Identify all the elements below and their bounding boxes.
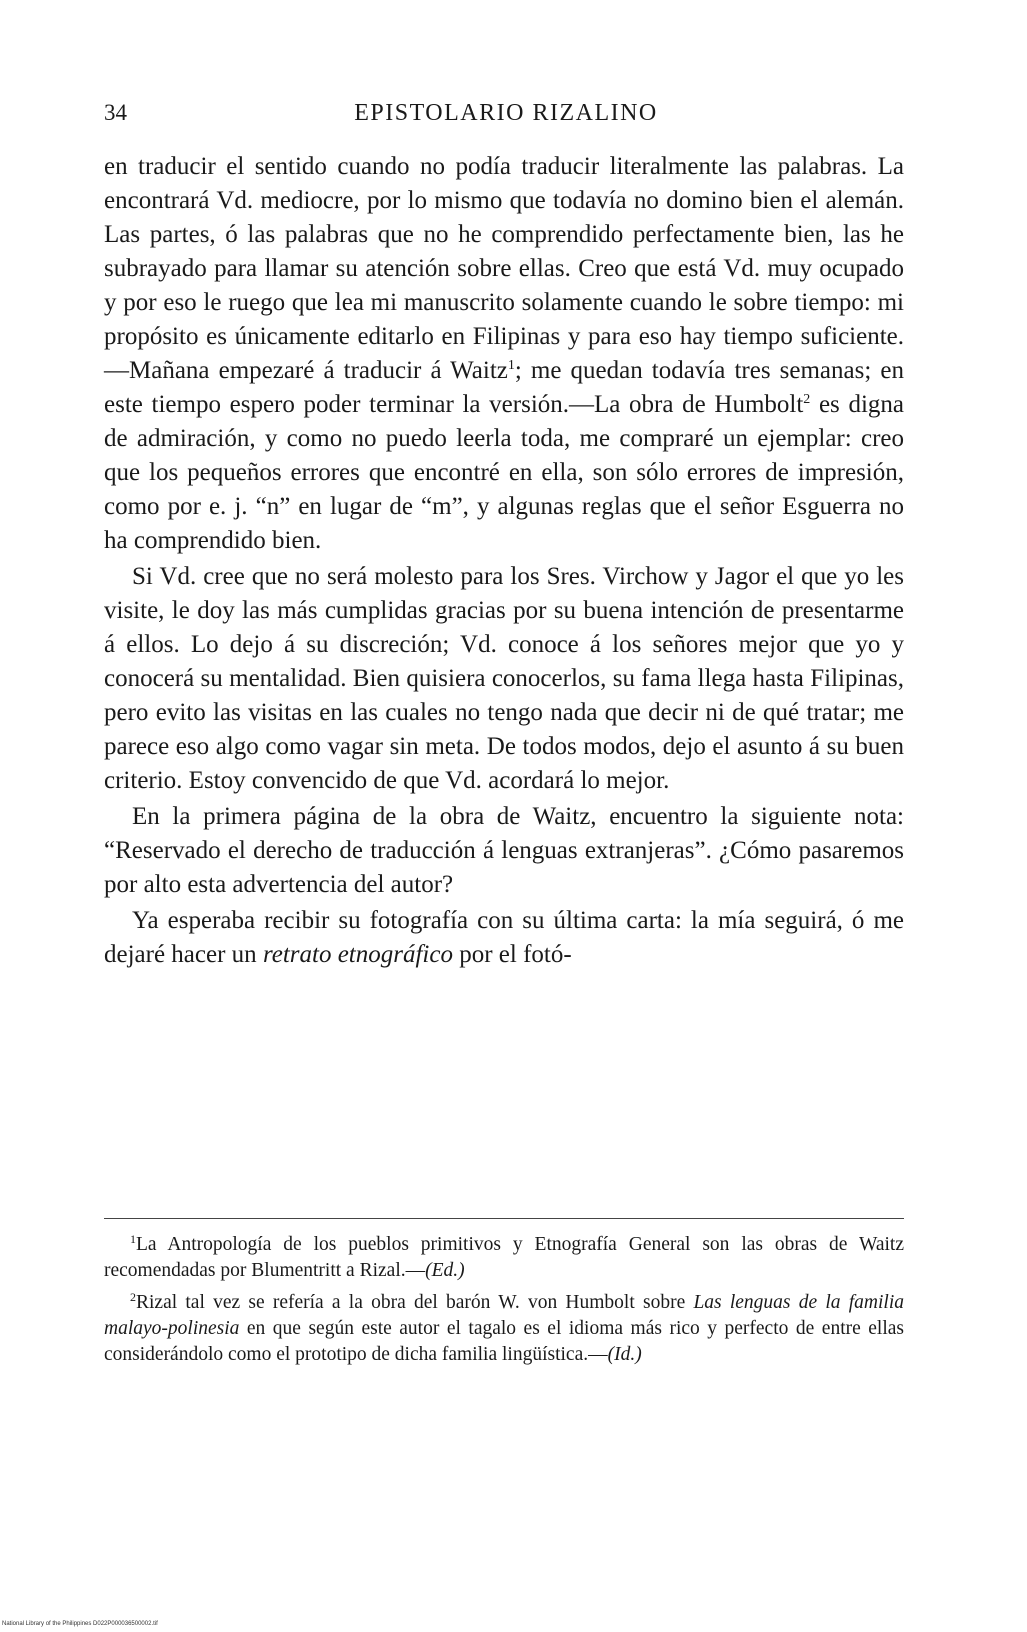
footnote-divider [104,1218,904,1219]
page-number: 34 [104,100,127,125]
footnote-2-ibid-note: (Id.) [607,1344,642,1365]
body-text [104,150,904,972]
footnote-1-mark: 1 [130,1232,136,1246]
footnote-ref-1: 1 [507,358,515,373]
paragraph-4 [104,904,904,972]
running-title: EPISTOLARIO RIZALINO [354,100,658,126]
footnote-1 [104,1232,904,1284]
footnote-2-text-a: Rizal tal vez se refería a la obra del barón W. von Humbolt sobre [136,1292,694,1313]
paragraph-1-text-c: es digna de admiración, y como no puedo leerla toda, me compraré un ejemplar: creo que los pequeños errores que encontré en ella, son sólo errores de impresión, como por e. j. “n” en lugar de “m”, y algunas reglas que el señor Esguerra no ha comprendido bien. [104,391,904,554]
paragraph-3: En la primera página de la obra de Waitz, encuentro la siguiente nota: “Reservado el derecho de traducción á lenguas extranjeras”. ¿Cómo pasaremos por alto esta advertencia del autor? [104,803,904,898]
footnote-2-mark: 2 [130,1290,136,1304]
footnote-2 [104,1290,904,1368]
paragraph-4-text-a: Ya esperaba recibir su fotografía con su última carta: la mía seguirá, ó me dejaré hacer un [104,907,904,968]
paragraph-4-text-b: por el fotó- [452,941,572,968]
footnote-1-editor-note: (Ed.) [425,1260,465,1281]
footnote-ref-2: 2 [803,392,811,407]
scan-credit: National Library of the Philippines D022P000036500002.tif [2,1621,158,1627]
footnotes [104,1232,904,1368]
paragraph-2: Si Vd. cree que no será molesto para los Sres. Virchow y Jagor el que yo les visite, le doy las más cumplidas gracias por su buena intención de presentarme á ellos. Lo dejo á su discreción; Vd. conoce á los señores mejor que yo y conocerá su mentalidad. Bien quisiera conocerlos, su fama llega hasta Filipinas, pero evito las visitas en las cuales no tengo nada que decir ni de qué tratar; me parece eso algo como vagar sin meta. De todos modos, dejo el asunto á su buen criterio. Estoy convencido de que Vd. acordará lo mejor. [104,563,904,794]
paragraph-1-text-a: en traducir el sentido cuando no podía traducir literalmente las palabras. La encontrará Vd. mediocre, por lo mismo que todavía no domino bien el alemán. Las partes, ó las palabras que no he comprendido perfectamente bien, las he subrayado para llamar su atención sobre ellas. Creo que está Vd. muy ocupado y por eso le ruego que lea mi manuscrito solamente cuando le sobre tiempo: mi propósito es únicamente editarlo en Filipinas y para eso hay tiempo suficiente.—Mañana empezaré á traducir á Waitz [104,153,904,384]
paragraph-1-text-b: ; me quedan todavía tres semanas; en este tiempo espero poder terminar la versión.—La obra de Humbolt [104,357,904,418]
footnote-2-text-b: en que según este autor el tagalo es el idioma más rico y perfecto de entre ellas considerándolo como el prototipo de dicha familia lingüística.— [104,1318,904,1365]
footnote-1-text: La Antropología de los pueblos primitivos y Etnografía General son las obras de Waitz recomendadas por Blumentritt a Rizal.— [104,1234,904,1281]
paragraph-1 [104,150,904,558]
paragraph-4-emphasis: retrato etnográfico [262,941,453,968]
page-header [104,98,908,134]
footnote-2-book-title: Las lenguas de la familia malayo-polinesia [104,1292,905,1339]
